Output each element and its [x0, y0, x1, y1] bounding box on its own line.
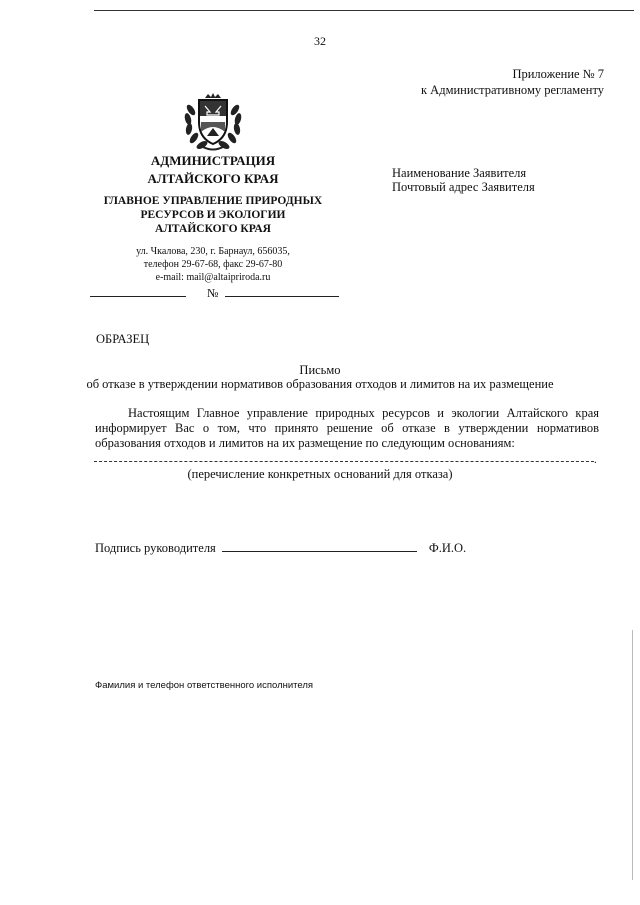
applicant-address: Почтовый адрес Заявителя — [392, 180, 535, 194]
address-phone-fax: телефон 29-67-68, факс 29-67-80 — [143, 259, 283, 270]
organization-name — [88, 152, 338, 188]
signature-label: Подпись руководителя — [95, 541, 216, 555]
letter-subtitle: об отказе в утверждении нормативов образования отходов и лимитов на их размещение — [86, 377, 554, 391]
department-line-3: АЛТАЙСКОГО КРАЯ — [155, 223, 271, 235]
page-number: 32 — [314, 34, 326, 48]
signature-blank — [222, 539, 417, 552]
organization-line-2: АЛТАЙСКОГО КРАЯ — [147, 171, 279, 186]
appendix-block — [421, 66, 604, 98]
letter-body-paragraph: Настоящим Главное управление природных ресурсов и экологии Алтайского края информирует Вас о том, что принято решение об отказе в утверждении нормативов образования отходов и лимитов на их размещение по следующим основаниям: — [95, 406, 599, 450]
number-blank — [225, 284, 339, 297]
applicant-name: Наименование Заявителя — [392, 166, 527, 180]
registration-line — [90, 284, 339, 298]
reasons-fill-line — [94, 461, 594, 462]
appendix-reference: к Административному регламенту — [420, 83, 604, 97]
date-blank — [90, 284, 186, 297]
letter-body — [95, 406, 599, 451]
altai-krai-coat-of-arms-icon — [177, 92, 249, 152]
department-name — [88, 194, 338, 236]
reasons-line-end: . — [594, 454, 597, 466]
sample-label: ОБРАЗЕЦ — [96, 332, 150, 346]
signature-line — [95, 539, 466, 556]
number-sign: № — [207, 286, 219, 300]
organization-line-1: АДМИНИСТРАЦИЯ — [150, 153, 276, 168]
executor-note: Фамилия и телефон ответственного исполнителя — [95, 680, 314, 691]
applicant-block — [392, 166, 535, 194]
letter-title: Письмо — [299, 363, 341, 377]
signature-fio: Ф.И.О. — [428, 541, 467, 555]
department-line-1: ГЛАВНОЕ УПРАВЛЕНИЕ ПРИРОДНЫХ — [103, 195, 323, 207]
reasons-caption: (перечисление конкретных оснований для отказа) — [187, 467, 453, 481]
appendix-number: Приложение № 7 — [512, 67, 604, 81]
address-email: e-mail: mail@altaipriroda.ru — [155, 272, 271, 283]
address-street: ул. Чкалова, 230, г. Барнаул, 656035, — [136, 246, 290, 257]
organization-address — [88, 245, 338, 284]
top-rule — [94, 10, 634, 11]
scan-edge-shadow — [632, 630, 633, 880]
department-line-2: РЕСУРСОВ И ЭКОЛОГИИ — [140, 209, 286, 221]
